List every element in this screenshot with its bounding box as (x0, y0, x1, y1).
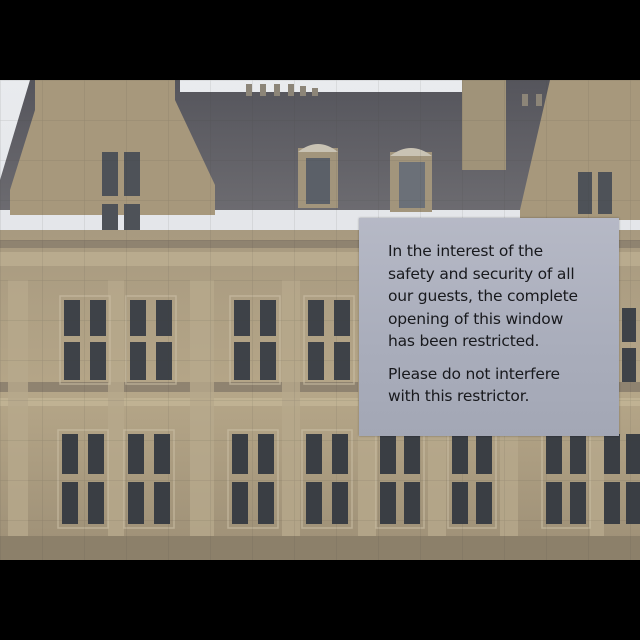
notice-line: In the interest of the (388, 242, 543, 260)
notice-line: opening of this window (388, 309, 564, 328)
notice-line: with this restrictor. (388, 387, 530, 405)
notice-line: our guests, the complete (388, 287, 578, 305)
notice-paragraph-1 (388, 240, 609, 353)
notice-paragraph-2 (388, 363, 609, 408)
notice-line: has been restricted. (388, 332, 540, 350)
notice-line: safety and security of all (388, 264, 575, 283)
window-restrictor-notice (359, 218, 619, 436)
notice-line: Please do not interfere (388, 364, 560, 383)
